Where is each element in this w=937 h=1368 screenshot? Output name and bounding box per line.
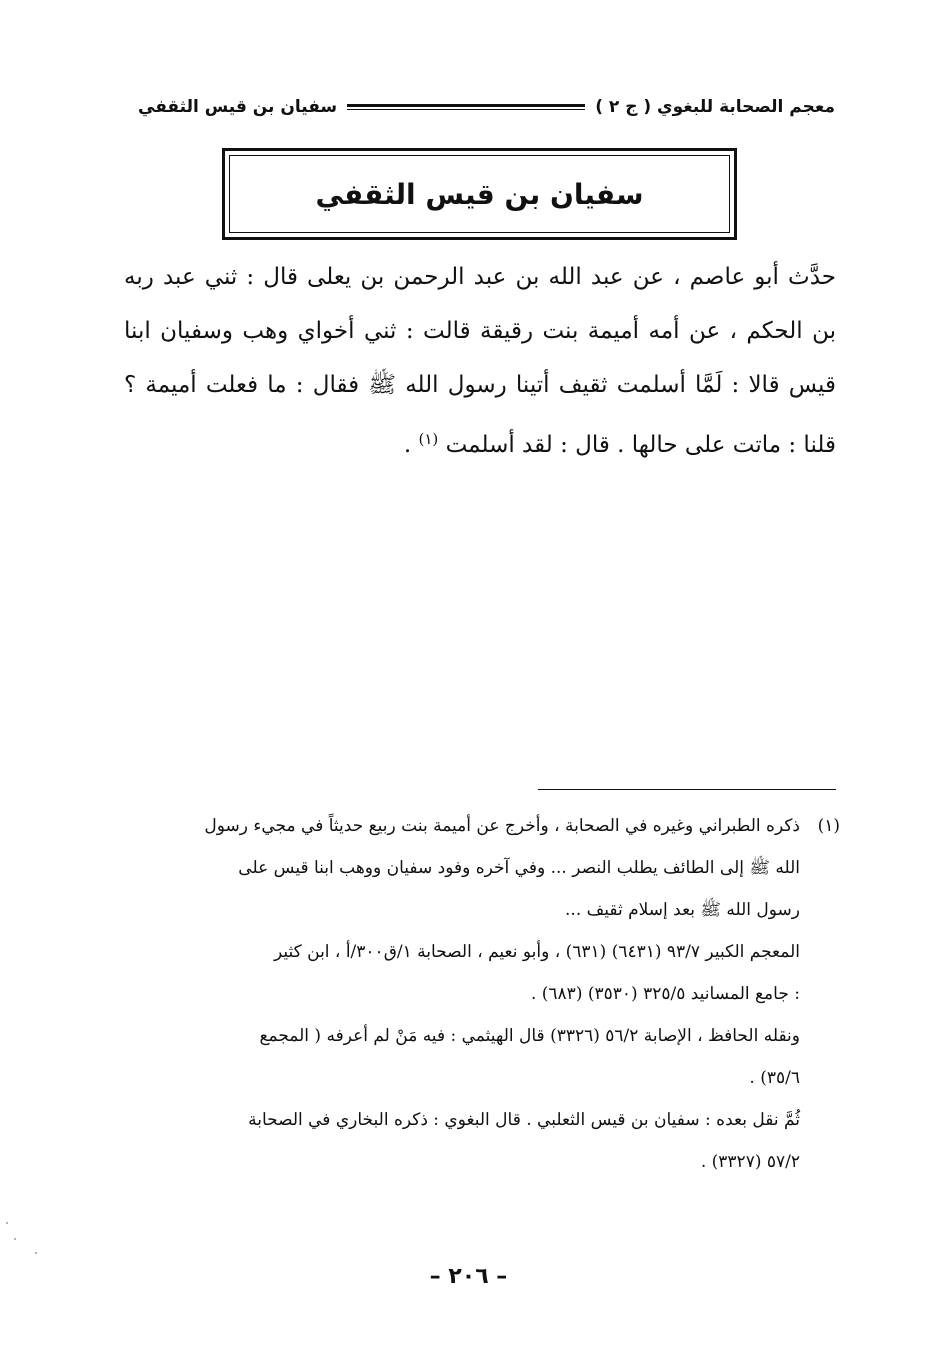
footnote-separator (538, 789, 836, 790)
page-number: – ٢٠٦ – (429, 1264, 508, 1289)
header-entry-name: سفيان بن قيس الثقفي (138, 97, 338, 117)
hadith-end: . (403, 432, 412, 458)
footnote-text: ذكره الطبراني وغيره في الصحابة ، وأخرج عن أميمة بنت ربيع حديثاً في مجيء رسول (204, 816, 800, 836)
footnote-line: المعجم الكبير ٩٣/٧ (٦٤٣١) (٦٣١) ، وأبو نعيم ، الصحابة ١/ق٣٠٠/أ ، ابن كثير (274, 942, 800, 962)
hadith-text: حدَّث أبو عاصم ، عن عبد الله بن عبد الرحمن بن يعلى قال : ثني عبد ربه بن الحكم ، عن أمه أميمة بنت رقيقة قالت : ثني أخواي وهب وسفيان ابنا قيس قالا : لَمَّا أسلمت ثقيف أتينا رسول الله ﷺ فقال : ما فعلت أميمة ؟ قلنا : ماتت على حالها . قال : لقد أسلمت (124, 264, 836, 458)
header-book-title: معجم الصحابة للبغوي ( ج ٢ ) (595, 97, 835, 117)
footnote-line: ونقله الحافظ ، الإصابة ٥٦/٢ (٣٣٢٦) قال الهيثمي : فيه مَنْ لم أعرفه ( المجمع (259, 1026, 800, 1046)
footnotes (126, 805, 840, 1183)
footnote-line (126, 805, 840, 847)
running-header (138, 92, 835, 122)
scan-speck (35, 1252, 37, 1254)
footnote-number: (١) (817, 816, 840, 836)
header-rule (347, 104, 585, 110)
entry-title: سفيان بن قيس الثقفي (315, 177, 644, 211)
main-text (124, 250, 836, 472)
footnote-line: ٥٧/٢ (٣٣٢٧) . (700, 1152, 800, 1172)
footnote-line: : جامع المسانيد ٣٢٥/٥ (٣٥٣٠) (٦٨٣) . (530, 984, 800, 1004)
footnote-line: الله ﷺ إلى الطائف يطلب النصر ... وفي آخره وفود سفيان ووهب ابنا قيس على (238, 858, 800, 878)
footnote-reference: (١) (418, 430, 439, 448)
title-frame-inner (229, 155, 730, 233)
footnote-line: ٣٥/٦) . (749, 1068, 800, 1088)
footnote-line: رسول الله ﷺ بعد إسلام ثقيف ... (565, 900, 800, 920)
scan-speck (6, 1222, 8, 1224)
title-frame (222, 148, 737, 240)
footnote-line: ثُمَّ نقل بعده : سفيان بن قيس الثعلبي . قال البغوي : ذكره البخاري في الصحابة (248, 1110, 800, 1130)
scan-speck (14, 1238, 16, 1240)
